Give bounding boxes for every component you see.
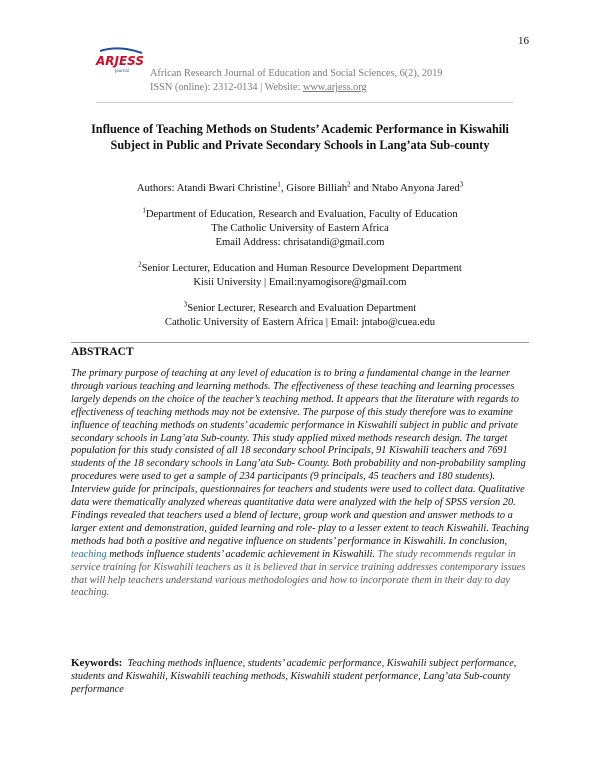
author-2: Gisore Billiah <box>286 182 348 194</box>
abstract-text-2: methods influence students’ academic achievement in Kiswahili. <box>106 548 375 560</box>
arjess-logo-icon <box>92 47 148 75</box>
abstract-recommendation: The study recommends regular in service training for Kiswahili teachers as it is believed that in service training addresses contemporary issues that will help teachers understand various methodologies and how to incorporate them in their day to day teaching. <box>71 548 526 599</box>
authors-prefix: Authors: <box>136 182 177 194</box>
journal-info <box>150 67 443 95</box>
affiliation-3-dept: Senior Lecturer, Research and Evaluation Department <box>187 303 417 314</box>
journal-website-link[interactable]: www.arjess.org <box>302 82 367 93</box>
journal-issn: ISSN (online): 2312-0134 | Website <box>150 82 298 93</box>
abstract-heading: ABSTRACT <box>71 346 134 358</box>
logo-subtext: Journal <box>115 68 129 73</box>
affiliation-2 <box>0 262 600 290</box>
journal-citation: African Research Journal of Education and Social Sciences, 6(2), 2019 <box>150 68 443 79</box>
journal-colon: : <box>297 82 301 93</box>
affiliation-1 <box>0 208 600 249</box>
journal-logo <box>92 47 148 75</box>
affiliation-2-dept: Senior Lecturer, Education and Human Resource Development Department <box>141 263 462 274</box>
author-3: Ntabo Anyona Jared <box>371 182 460 194</box>
keywords-label: Keywords: <box>71 657 123 669</box>
authors-line <box>0 182 600 194</box>
affiliation-1-dept: Department of Education, Research and Evaluation, Faculty of Education <box>145 209 458 220</box>
affiliation-1-sup: 1 <box>142 206 146 215</box>
abstract-divider <box>71 342 529 343</box>
journal-issn-line <box>150 81 443 95</box>
affiliation-3 <box>0 302 600 330</box>
header-divider <box>96 102 513 103</box>
author-2-sup: 2 <box>347 180 351 189</box>
author-sep-2: and <box>350 182 372 194</box>
abstract-highlight: teaching <box>71 548 107 560</box>
affiliation-2-sup: 2 <box>138 260 142 269</box>
abstract-text: The primary purpose of teaching at any level of education is to bring a fundamental change in the learner through various teaching and learning methods. The effectiveness of these teaching and learning processes largely depends on the choice of the teacher’s teaching method. It appears that the literature with regards to effectiveness of teaching methods may not be extensive. The purpose of this study therefore was to examine influence of teaching methods on students’ academic performance in Kiswahili subject in public and private secondary schools in Lang’ata Sub-county. This study applied mixed methods research design. The target population for this study consisted of all 18 secondary school Principals, 91 Kiswahili teachers and 7691 students of the 18 secondary schools in Lang’ata Sub- County. Both probability and non-probability sampling procedures were used to get a sample of 234 participants (9 principals, 45 teachers and 180 students). Interview guide for principals, questionnaires for teachers and students were used to collect data. Qualitative data were thematically analyzed whereas quantitative data were analyzed with the help of SPSS version 20. Findings revealed that teachers used a blend of lecture, group work and question and answer methods to a larger extent and demonstration, guided learning and role- play to a lesser extent to teach Kiswahili. Teaching methods had both a positive and negative influence on students’ performance in Kiswahili. In conclusion, <box>71 368 529 547</box>
logo-text: ARJESS <box>95 54 145 68</box>
affiliation-2-institution: Kisii University | Email:nyamogisore@gmail.com <box>193 276 407 288</box>
affiliation-1-email: Email Address: chrisatandi@gmail.com <box>215 236 385 248</box>
page-number: 16 <box>518 35 529 47</box>
keywords-text: Teaching methods influence, students’ academic performance, Kiswahili subject performance, students and Kiswahili, Kiswahili teaching methods, Kiswahili student performance, Lang’ata Sub-county performance <box>71 658 517 695</box>
author-1: Atandi Bwari Christine <box>176 182 278 194</box>
abstract-body <box>71 368 531 600</box>
author-sep-1: , <box>280 182 287 194</box>
affiliation-3-sup: 3 <box>183 300 188 309</box>
author-3-sup: 3 <box>459 180 464 189</box>
paper-title: Influence of Teaching Methods on Students’ Academic Performance in Kiswahili Subject in Public and Private Secondary Schools in Lang’ata Sub-county <box>91 122 509 152</box>
author-1-sup: 1 <box>277 180 281 189</box>
affiliation-1-institution: The Catholic University of Eastern Africa <box>211 222 389 234</box>
keywords-section <box>71 657 531 697</box>
affiliation-3-institution: Catholic University of Eastern Africa | Email: jntabo@cuea.edu <box>164 316 436 328</box>
